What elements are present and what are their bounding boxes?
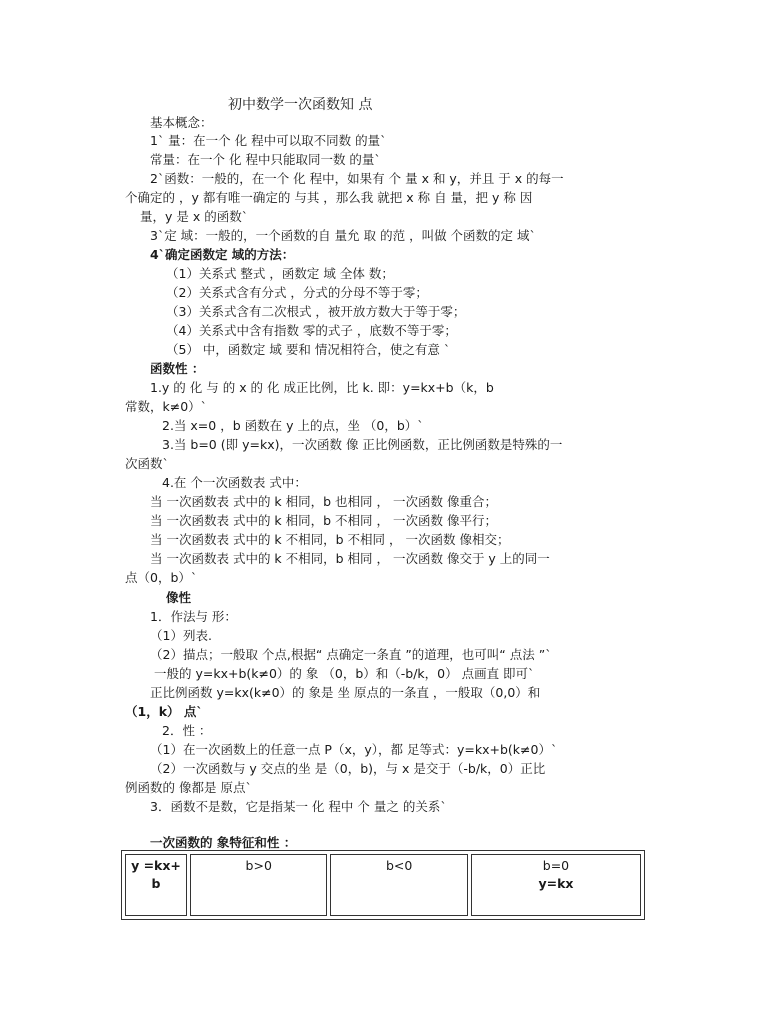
text-line: 点（0，b）` — [125, 570, 198, 585]
text-line: 一般的 y=kx+b(k≠0）的 象 （0，b）和（-b/k，0） 点画直 即可` — [154, 666, 535, 681]
text-line: 1.y 的 化 与 的 x 的 化 成正比例，比 k. 即：y=kx+b（k，b — [150, 380, 494, 395]
text-line: （2）一次函数与 y 交点的坐 是（0，b)，与 x 是交于（-b/k，0）正比 — [150, 761, 546, 776]
text-line: （2）描点；一般取 个点,根据“ 点确定一条直 ”的道理，也可叫“ 点法 ”` — [150, 647, 552, 662]
table-caption: 一次函数的 象特征和性 ： — [150, 835, 297, 850]
text-line: 当 一次函数表 式中的 k 不相同，b 相同 ， 一次函数 像交于 y 上的同一 — [150, 551, 550, 566]
properties-table — [121, 850, 645, 920]
table-row — [125, 854, 641, 916]
text-line: 基本概念： — [150, 115, 213, 130]
table-header-cell: b<0 — [330, 854, 467, 916]
text-line: 4.在 个一次函数表 式中： — [162, 475, 307, 490]
text-line: （1）列表. — [150, 628, 212, 643]
text-line: 3.当 b=0 (即 y=kx)，一次函数 像 正比例函数，正比例函数是特殊的一 — [162, 437, 563, 452]
text-line: 常量：在一个 化 程中只能取同一数 的量` — [150, 152, 381, 167]
text-line: 像性 — [166, 590, 192, 605]
text-line: 1` 量：在一个 化 程中可以取不同数 的量` — [150, 133, 387, 148]
text-line: （2）关系式含有分式 ，分式的分母不等于零； — [166, 285, 428, 300]
text-line: （1，k） 点` — [125, 704, 203, 719]
text-line: 2`函数：一般的，在一个 化 程中，如果有 个 量 x 和 y，并且 于 x 的每一 — [150, 171, 564, 186]
text-line: 2．性 ： — [162, 723, 212, 738]
text-line: 次函数` — [125, 456, 169, 471]
text-line: 1．作法与 形： — [150, 609, 237, 624]
text-line: （1）关系式 整式 ，函数定 域 全体 数； — [166, 266, 394, 281]
text-line: （1）在一次函数上的任意一点 P（x，y），都 足等式：y=kx+b(k≠0）` — [150, 742, 558, 757]
text-line: 常数，k≠0）` — [125, 399, 207, 414]
text-line: 3`定 域：一般的，一个函数的自 量允 取 的范 ，叫做 个函数的定 域` — [150, 228, 536, 243]
text-line: 例函数的 像都是 原点` — [125, 780, 252, 795]
text-line: （3）关系式含有二次根式 ，被开放方数大于等于零； — [166, 304, 466, 319]
table-header-cell: y =kx+ b — [125, 854, 187, 916]
text-line: 个确定的 ，y 都有唯一确定的 与其 ，那么我 就把 x 称 自 量，把 y 称 因 — [125, 190, 533, 205]
table-header-cell: b>0 — [190, 854, 327, 916]
text-line: 当 一次函数表 式中的 k 相同，b 不相同 ， 一次函数 像平行； — [150, 513, 497, 528]
table-header-text: b=0 — [542, 858, 570, 873]
text-line: （4）关系式中含有指数 零的式子 ，底数不等于零； — [166, 323, 457, 338]
text-line: 2.当 x=0 ，b 函数在 y 上的点，坐 （0，b）` — [162, 418, 424, 433]
document-title: 初中数学一次函数知 点 — [228, 97, 373, 113]
text-line: 正比例函数 y=kx(k≠0）的 象是 坐 原点的一条直 ，一般取（0,0）和 — [150, 685, 541, 700]
text-line: 量，y 是 x 的函数` — [140, 209, 248, 224]
text-line: 当 一次函数表 式中的 k 不相同，b 不相同 ， 一次函数 像相交； — [150, 532, 510, 547]
text-line: 当 一次函数表 式中的 k 相同，b 也相同 ， 一次函数 像重合； — [150, 494, 497, 509]
text-line: （5） 中，函数定 域 要和 情况相符合，使之有意 ` — [166, 342, 451, 357]
text-line: 4`确定函数定 域的方法： — [150, 247, 295, 262]
text-line: 函数性 ： — [150, 361, 205, 376]
table-header-subtext: y=kx — [538, 876, 574, 891]
text-line: 3．函数不是数，它是指某一 化 程中 个 量之 的关系` — [150, 799, 447, 814]
table-header-cell — [471, 854, 641, 916]
